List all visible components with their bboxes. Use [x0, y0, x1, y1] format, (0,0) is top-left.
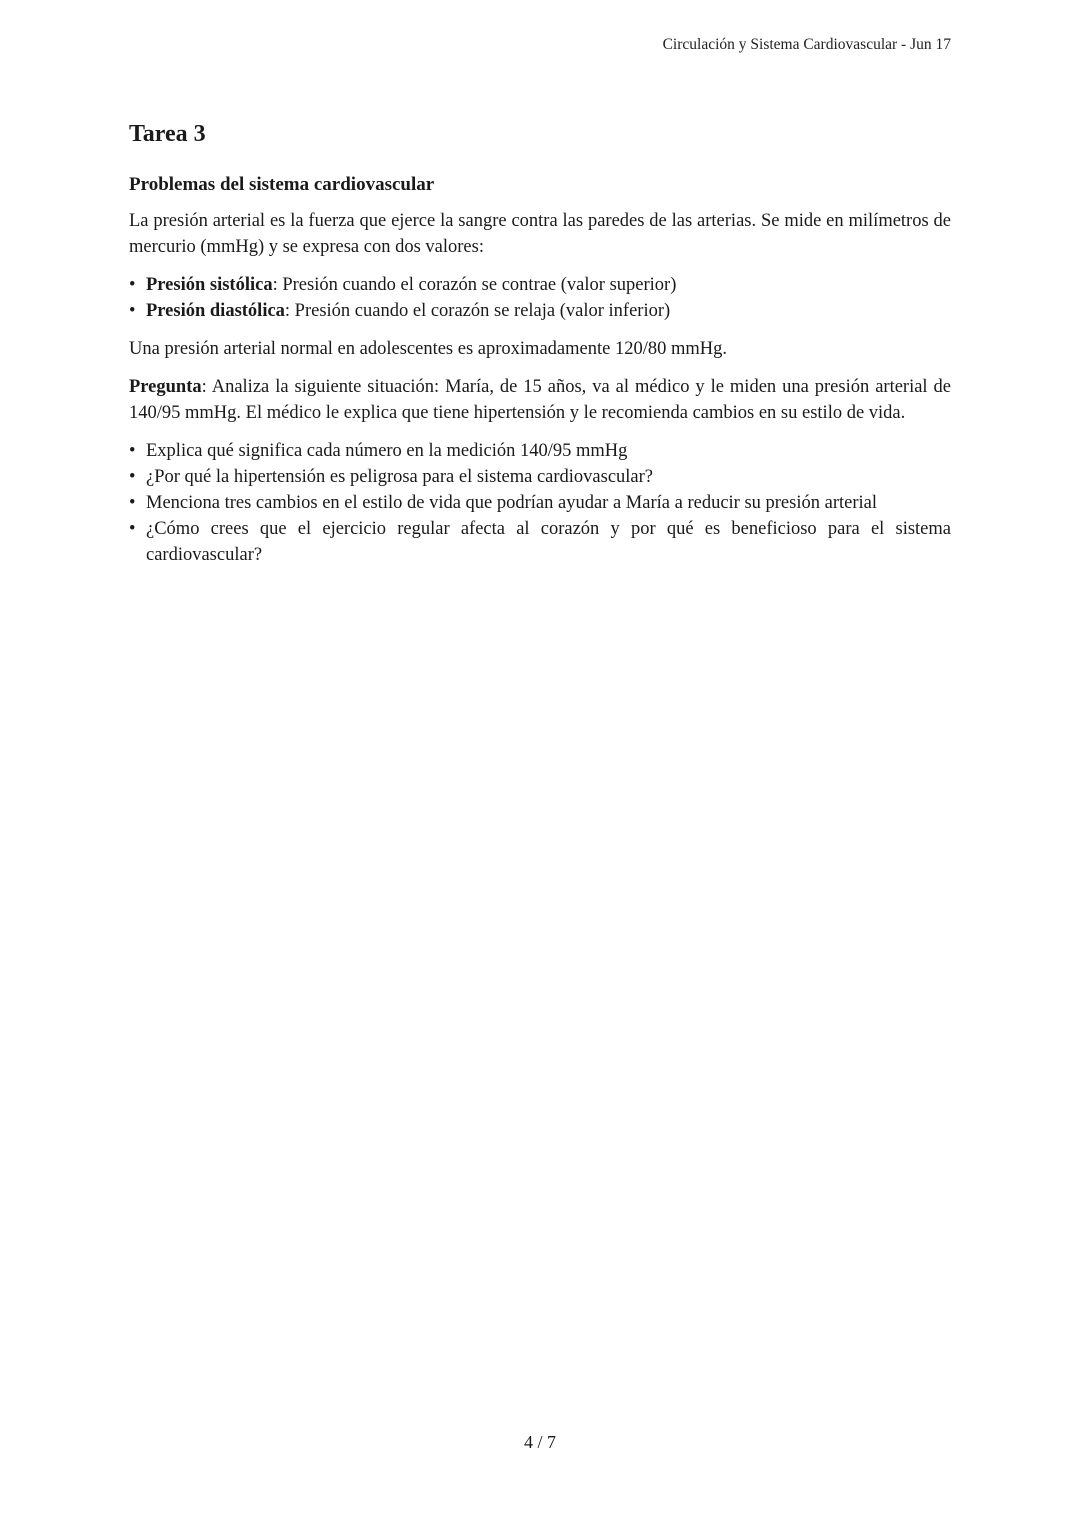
page-content	[129, 121, 951, 580]
definition-text: : Presión cuando el corazón se contrae (valor superior)	[272, 275, 677, 295]
intro-paragraph: La presión arterial es la fuerza que ejerce la sangre contra las paredes de las arterias. Se mide en milímetros de mercurio (mmHg) y se expresa con dos valores:	[129, 211, 951, 257]
definition-text: : Presión cuando el corazón se relaja (valor inferior)	[284, 301, 671, 321]
normal-value-paragraph: Una presión arterial normal en adolescentes es aproximadamente 120/80 mmHg.	[129, 339, 727, 359]
questions-list	[129, 438, 951, 568]
task-title: Tarea 3	[129, 121, 206, 147]
question-text: : Analiza la siguiente situación: María, de 15 años, va al médico y le miden una presión arterial de 140/95 mmHg. El médico le explica que tiene hipertensión y le recomienda cambios en su estilo de vida.	[129, 377, 951, 423]
list-item: • Explica qué significa cada número en la medición 140/95 mmHg	[129, 438, 951, 464]
list-item: • Menciona tres cambios en el estilo de vida que podrían ayudar a María a reducir su presión arterial	[129, 490, 951, 516]
task-subtitle: Problemas del sistema cardiovascular	[129, 174, 435, 195]
list-item	[129, 272, 951, 298]
list-item: • ¿Cómo crees que el ejercicio regular afecta al corazón y por qué es beneficioso para el sistema cardiovascular?	[129, 516, 951, 568]
definition-term: Presión sistólica	[146, 275, 273, 295]
definitions-list	[129, 272, 951, 324]
list-item	[129, 298, 951, 324]
question-paragraph	[129, 374, 951, 426]
list-item: • ¿Por qué la hipertensión es peligrosa para el sistema cardiovascular?	[129, 464, 951, 490]
question-label: Pregunta	[129, 377, 202, 397]
page-number: 4 / 7	[523, 1432, 556, 1452]
definition-term: Presión diastólica	[146, 301, 285, 321]
running-header: Circulación y Sistema Cardiovascular - Jun 17	[662, 36, 951, 53]
